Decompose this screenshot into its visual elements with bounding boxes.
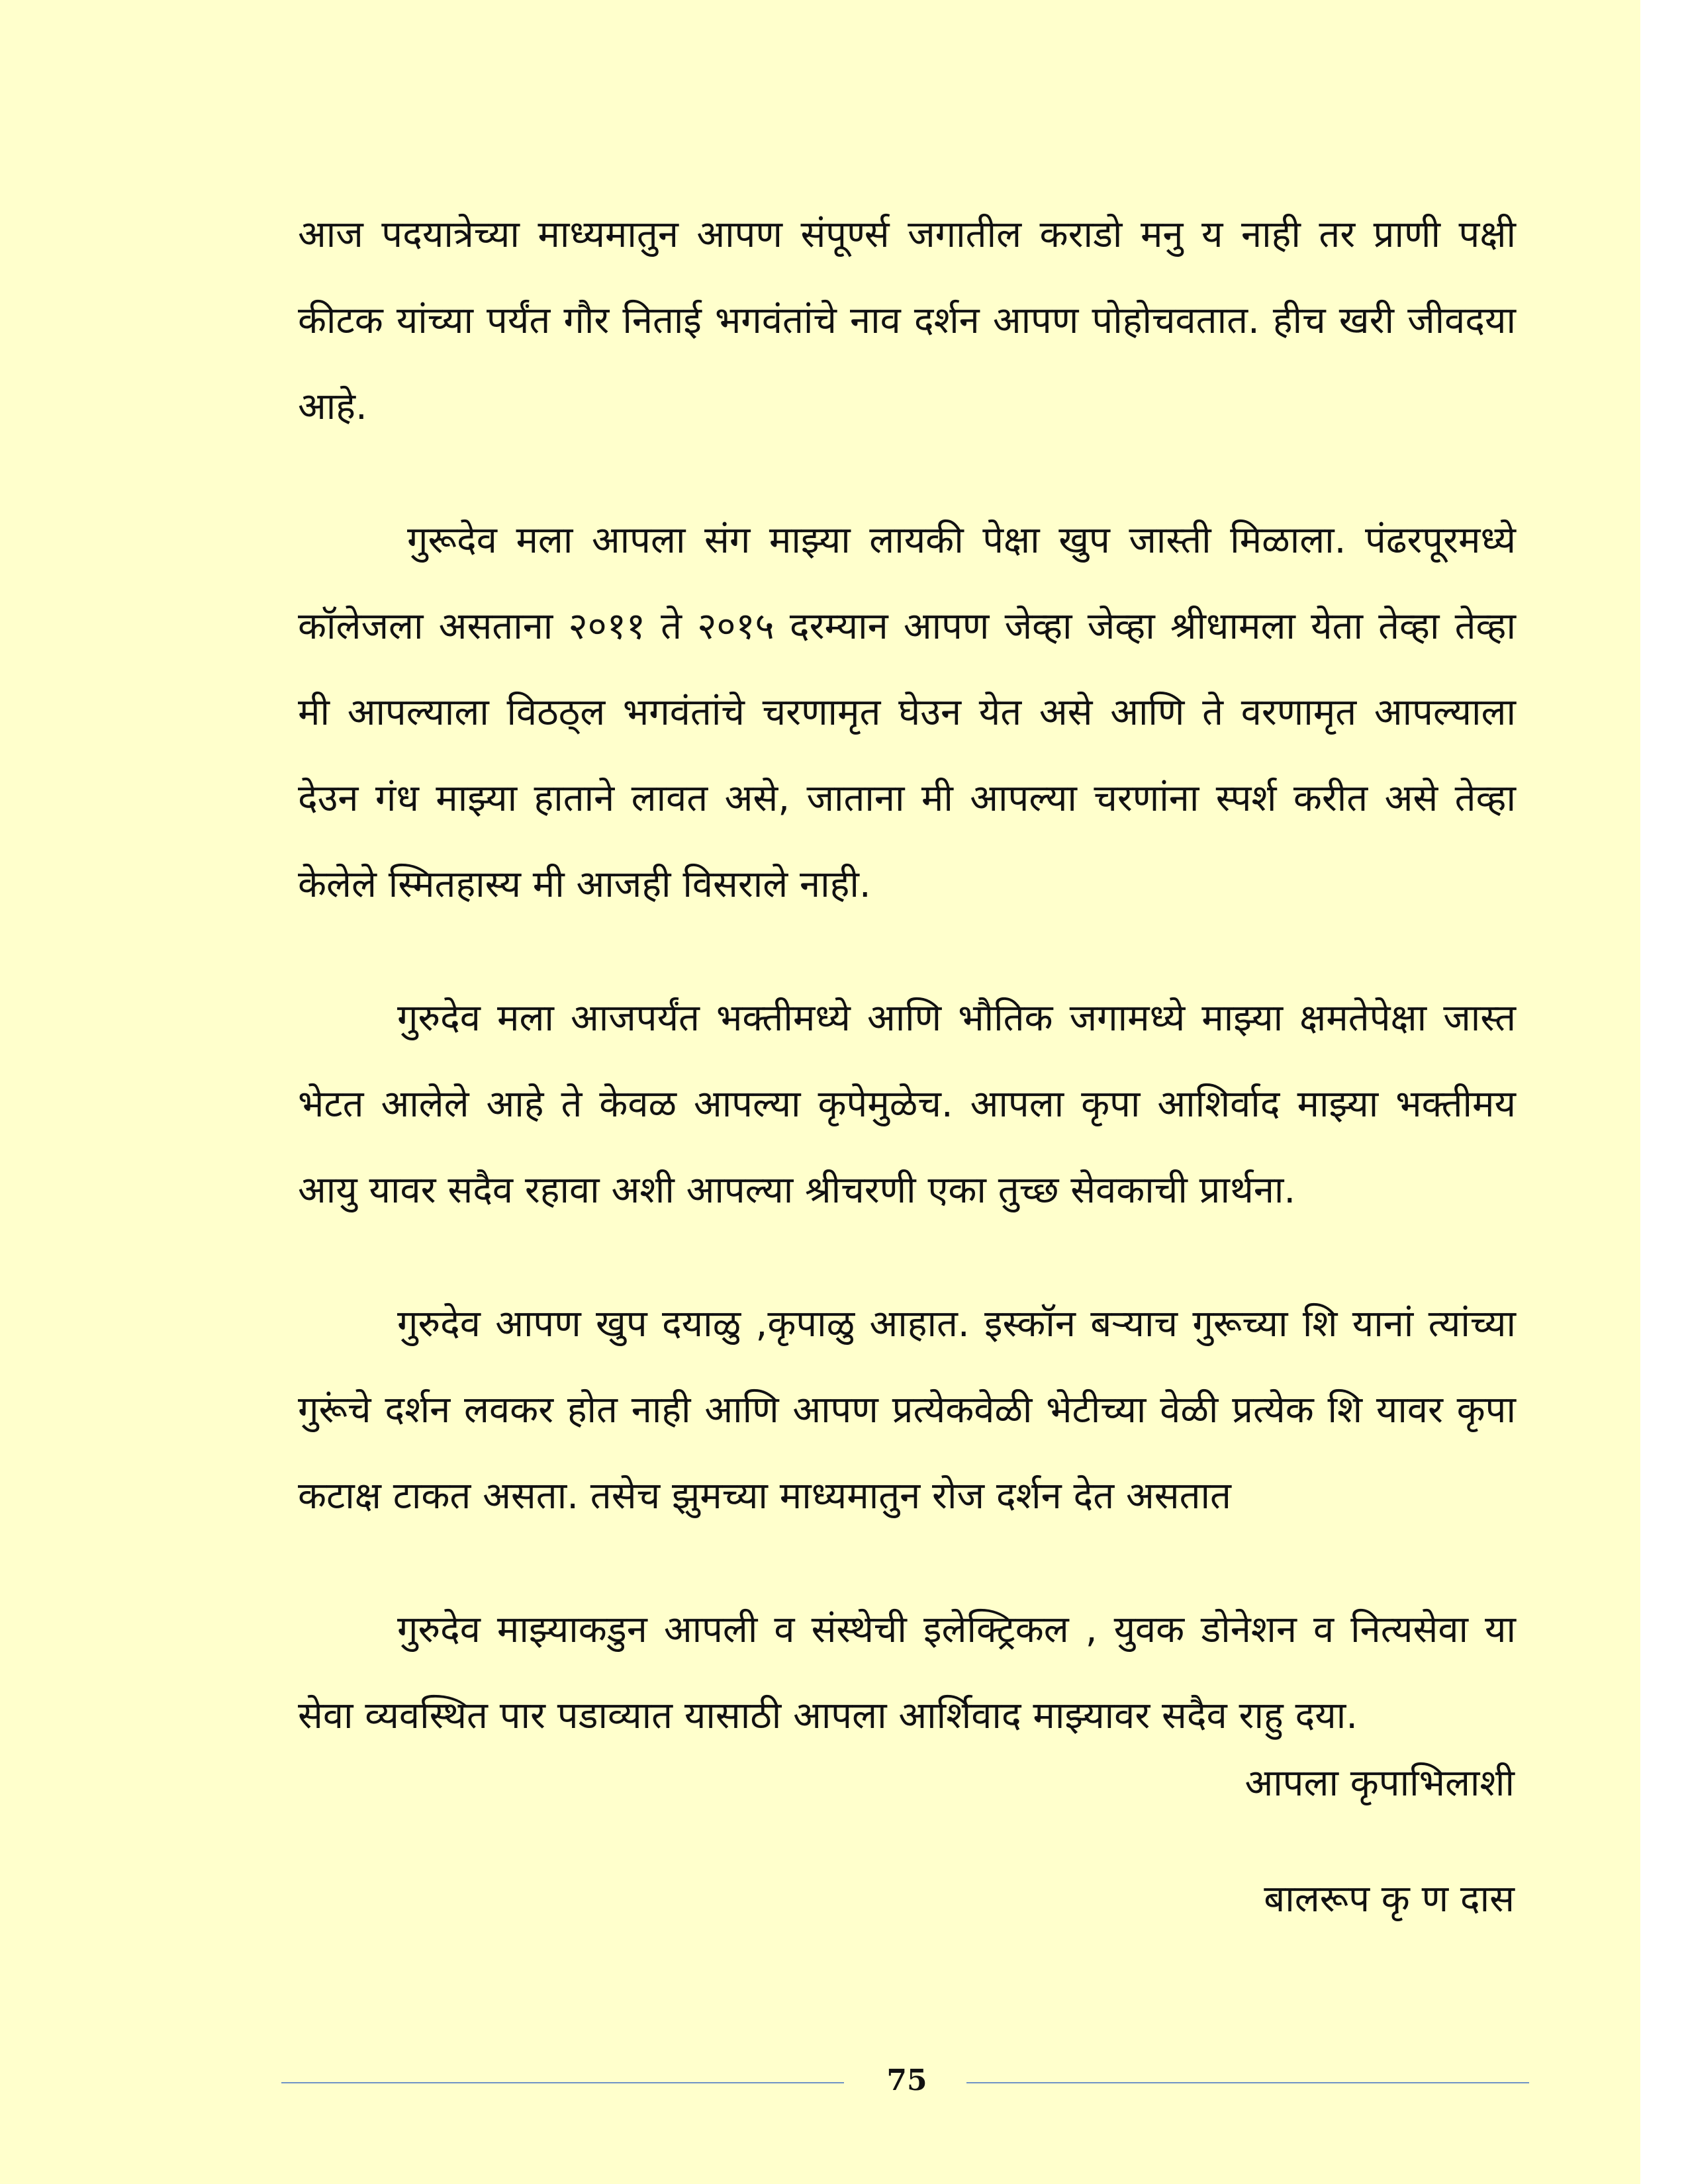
- page-number: 75: [886, 2064, 927, 2097]
- paragraph-blessings: गुरुदेव मला आजपर्यंत भक्तीमध्ये आणि भौतिक जगामध्ये माझ्या क्षमतेपेक्षा जास्त भेटत आलेले आहे ते केवळ आपल्या कृपेमुळेच. आपला कृपा आशिर्वाद माझ्या भक्तीमय आयु यावर सदैव रहावा अशी आपल्या श्रीचरणी एका तुच्छ सेवकाची प्रार्थना.: [298, 997, 1516, 1212]
- right-margin-strip: [1640, 0, 1688, 2184]
- footer-rule-left: [281, 2082, 844, 2083]
- footer-rule-right: [966, 2082, 1529, 2083]
- paragraph-association: गुरूदेव मला आपला संग माझ्या लायकी पेक्षा खुप जास्ती मिळाला. पंढरपूरमध्ये कॉलेजला असताना २०११ ते २०१५ दरम्यान आपण जेव्हा जेव्हा श्रीधामला येता तेव्हा तेव्हा मी आपल्याला विठठ्ल भगवंतांचे चरणामृत घेउन येत असे आणि ते वरणामृत आपल्याला देउन गंध माझ्या हाताने लावत असे, जाताना मी आपल्या चरणांना स्पर्श करीत असे तेव्हा केलेले स्मितहास्य मी आजही विसराले नाही.: [298, 519, 1516, 906]
- paragraph-mercy: गुरुदेव आपण खुप दयाळु ,कृपाळु आहात. इस्कॉन बऱ्याच गुरूच्या शि यानां त्यांच्या गुरूंचे दर्शन लवकर होत नाही आणि आपण प्रत्येकवेळी भेटीच्या वेळी प्रत्येक शि यावर कृपा कटाक्ष टाकत असता. तसेच झुमच्या माध्यमातुन रोज दर्शन देत असतात: [298, 1302, 1516, 1518]
- letter-body: [298, 192, 1516, 1807]
- paragraph-service: गुरुदेव माझ्याकडुन आपली व संस्थेची इलेक्ट्रिकल , युवक डोनेशन व नित्यसेवा या सेवा व्यवस्थित पार पडाव्यात यासाठी आपला आर्शिवाद माझ्यावर सदैव राहु दया.: [298, 1608, 1516, 1737]
- signoff-closing: आपला कृपाभिलाशी: [1244, 1762, 1515, 1805]
- paragraph-padayatra: आज पदयात्रेच्या माध्यमातुन आपण संपूर्ण्स जगातील कराडो मनु य नाही तर प्राणी पक्षी कीटक यांच्या पर्यंत गौर निताई भगवंतांचे नाव दर्शन आपण पोहोचवतात. हीच खरी जीवदया आहे.: [298, 213, 1516, 428]
- signoff-name: बालरूप कृ ण दास: [1264, 1878, 1515, 1921]
